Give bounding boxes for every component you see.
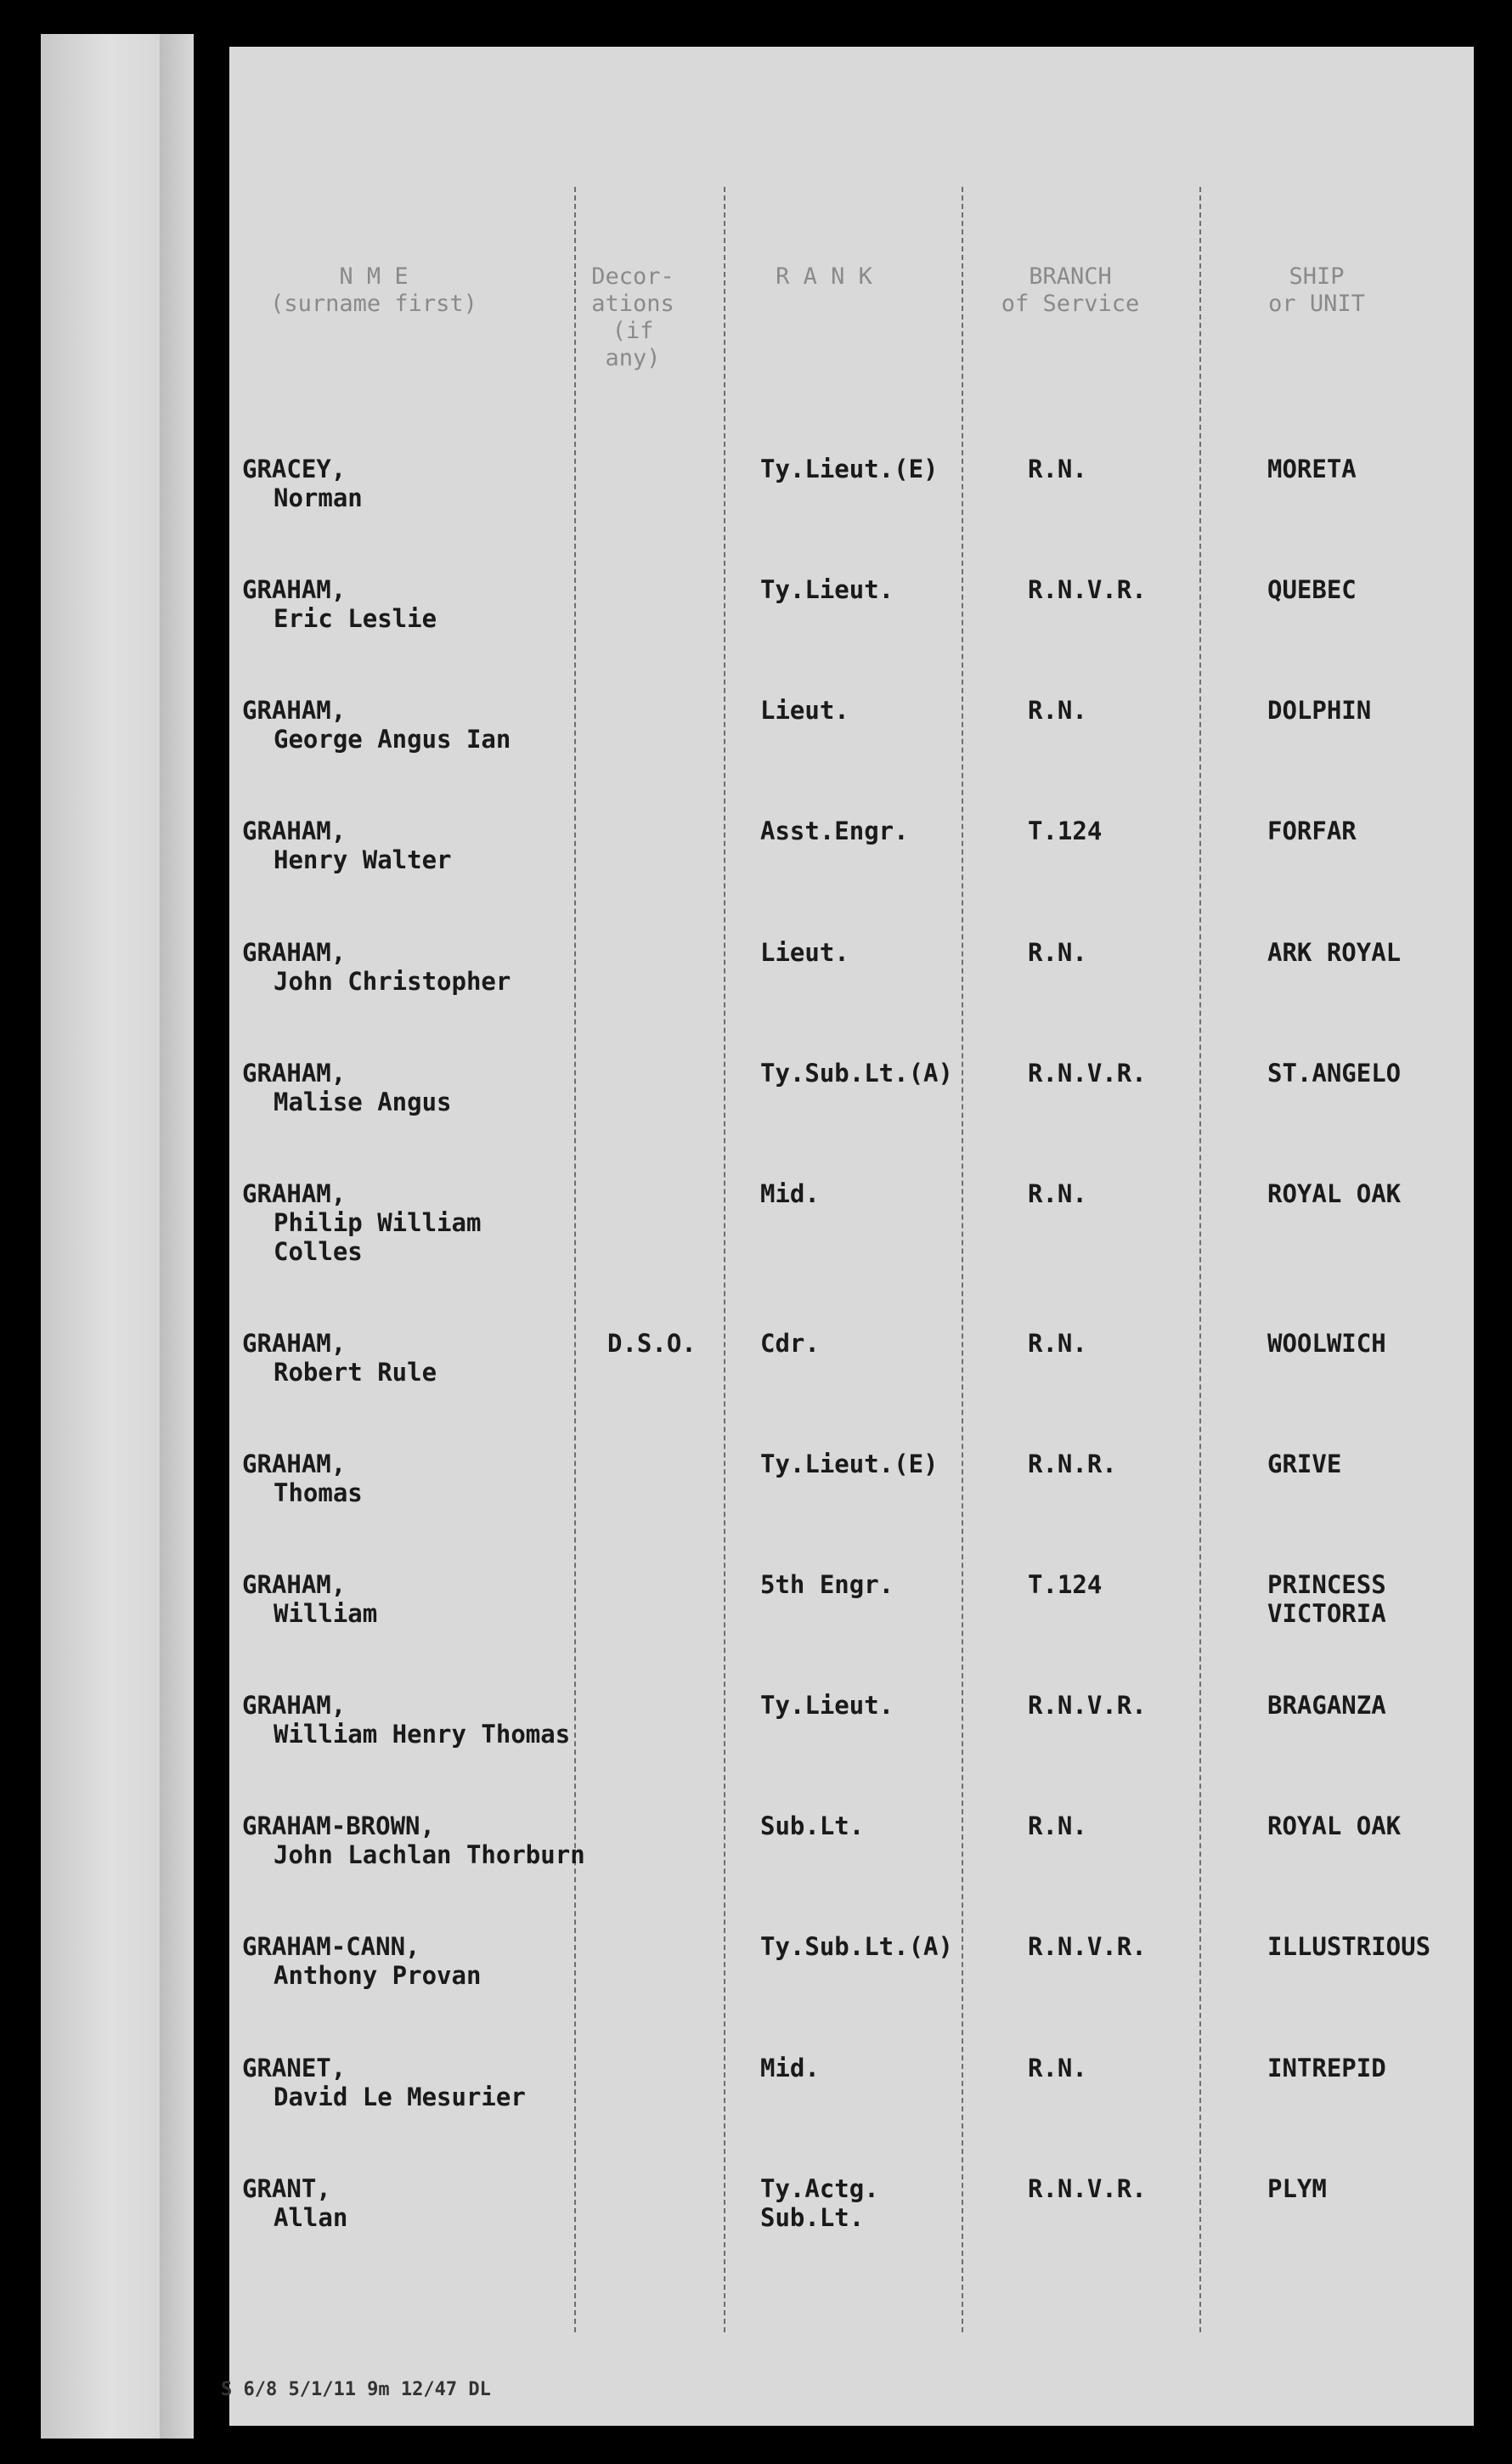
branch-cell: R.N.: [1028, 1179, 1087, 1208]
branch-cell: R.N.: [1028, 696, 1087, 725]
rank-cell: Lieut.: [760, 696, 849, 725]
ship-cell: ROYAL OAK: [1267, 1179, 1402, 1208]
branch-cell: R.N.: [1028, 2054, 1087, 2083]
surname-cell: GRAHAM,: [242, 1059, 347, 1088]
surname-cell: GRAHAM,: [242, 1179, 347, 1208]
ship-cell: QUEBEC: [1267, 575, 1357, 604]
ship-cell: BRAGANZA: [1267, 1691, 1386, 1720]
branch-cell: R.N.V.R.: [1028, 1059, 1147, 1088]
header-ship: SHIP or UNIT: [1268, 263, 1365, 317]
surname-cell: GRAHAM,: [242, 575, 347, 604]
branch-cell: T.124: [1028, 1570, 1103, 1599]
forenames-cell: Allan: [274, 2203, 348, 2232]
column-divider: [724, 187, 725, 2332]
surname-cell: GRANT,: [242, 2174, 331, 2203]
rank-cell: Ty.Lieut.(E): [760, 455, 939, 483]
forenames-cell: David Le Mesurier: [274, 2083, 526, 2111]
branch-cell: R.N.R.: [1028, 1450, 1117, 1478]
surname-cell: GRAHAM,: [242, 1570, 347, 1599]
rank-cell: Mid.: [760, 1179, 820, 1208]
footer-code: S 6/8 5/1/11 9m 12/47 DL: [221, 2379, 491, 2400]
forenames-cell: Robert Rule: [274, 1358, 437, 1387]
surname-cell: GRAHAM-BROWN,: [242, 1811, 435, 1840]
rank-cell: Ty.Actg. Sub.Lt.: [760, 2174, 879, 2232]
ship-cell: PRINCESS VICTORIA: [1267, 1570, 1386, 1628]
branch-cell: R.N.: [1028, 938, 1087, 967]
rank-cell: Lieut.: [760, 938, 849, 967]
header-decorations: Decor- ations (if any): [591, 263, 674, 371]
rank-cell: Ty.Lieut.(E): [760, 1450, 939, 1478]
film-fold: [160, 34, 194, 2439]
rank-cell: Ty.Sub.Lt.(A): [760, 1932, 953, 1961]
ship-cell: MORETA: [1267, 455, 1357, 483]
register-page: [221, 47, 1474, 2426]
branch-cell: R.N.V.R.: [1028, 2174, 1147, 2203]
rank-cell: Ty.Lieut.: [760, 575, 894, 604]
surname-cell: GRAHAM,: [242, 696, 347, 725]
forenames-cell: John Lachlan Thorburn: [274, 1840, 585, 1869]
rank-cell: Mid.: [760, 2054, 820, 2083]
ship-cell: INTREPID: [1267, 2054, 1386, 2083]
forenames-cell: John Christopher: [274, 967, 511, 996]
ship-cell: ROYAL OAK: [1267, 1811, 1402, 1840]
ship-cell: FORFAR: [1267, 817, 1357, 845]
forenames-cell: William Henry Thomas: [274, 1720, 571, 1749]
surname-cell: GRAHAM,: [242, 938, 347, 967]
rank-cell: Asst.Engr.: [760, 817, 909, 845]
surname-cell: GRAHAM-CANN,: [242, 1932, 420, 1961]
rank-cell: 5th Engr.: [760, 1570, 894, 1599]
decorations-cell: D.S.O.: [607, 1329, 697, 1358]
forenames-cell: Henry Walter: [274, 845, 452, 874]
surname-cell: GRAHAM,: [242, 817, 347, 845]
forenames-cell: Malise Angus: [274, 1088, 452, 1116]
column-divider: [574, 187, 576, 2332]
ship-cell: ARK ROYAL: [1267, 938, 1402, 967]
branch-cell: R.N.V.R.: [1028, 1932, 1147, 1961]
ship-cell: WOOLWICH: [1267, 1329, 1386, 1358]
forenames-cell: Norman: [274, 483, 363, 512]
column-divider: [1199, 187, 1201, 2332]
rank-cell: Cdr.: [760, 1329, 820, 1358]
header-branch: BRANCH of Service: [1001, 263, 1140, 317]
branch-cell: R.N.: [1028, 1329, 1087, 1358]
surname-cell: GRACEY,: [242, 455, 347, 483]
ship-cell: ILLUSTRIOUS: [1267, 1932, 1431, 1961]
ship-cell: DOLPHIN: [1267, 696, 1372, 725]
header-name: N M E (surname first): [270, 263, 477, 317]
branch-cell: R.N.: [1028, 1811, 1087, 1840]
ship-cell: GRIVE: [1267, 1450, 1342, 1478]
branch-cell: R.N.V.R.: [1028, 575, 1147, 604]
surname-cell: GRAHAM,: [242, 1329, 347, 1358]
rank-cell: Ty.Lieut.: [760, 1691, 894, 1720]
rank-cell: Ty.Sub.Lt.(A): [760, 1059, 953, 1088]
forenames-cell: George Angus Ian: [274, 725, 511, 754]
branch-cell: R.N.V.R.: [1028, 1691, 1147, 1720]
branch-cell: R.N.: [1028, 455, 1087, 483]
surname-cell: GRAHAM,: [242, 1450, 347, 1478]
forenames-cell: William: [274, 1599, 378, 1628]
column-divider: [962, 187, 963, 2332]
forenames-cell: Eric Leslie: [274, 604, 437, 633]
forenames-cell: Thomas: [274, 1478, 363, 1507]
forenames-cell: Anthony Provan: [274, 1961, 482, 1990]
table-header: [229, 238, 1474, 408]
branch-cell: T.124: [1028, 817, 1103, 845]
forenames-cell: Philip William Colles: [274, 1208, 482, 1266]
ship-cell: PLYM: [1267, 2174, 1327, 2203]
header-rank: R A N K: [776, 263, 872, 290]
rank-cell: Sub.Lt.: [760, 1811, 865, 1840]
ship-cell: ST.ANGELO: [1267, 1059, 1402, 1088]
surname-cell: GRANET,: [242, 2054, 347, 2083]
surname-cell: GRAHAM,: [242, 1691, 347, 1720]
